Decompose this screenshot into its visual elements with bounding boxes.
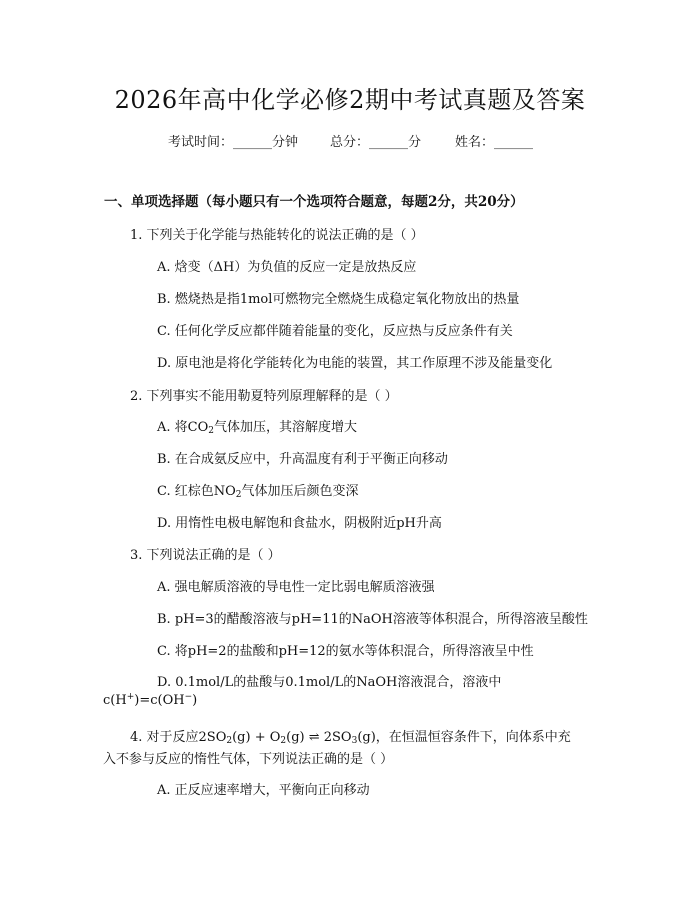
question-4-stem-line1 (130, 726, 571, 745)
option-text: 气体加压后颜色变深 (241, 484, 359, 499)
name-info (455, 131, 533, 150)
question-3-option-c: C. 将pH=2的盐酸和pH=12的氨水等体积混合，所得溶液呈中性 (157, 644, 534, 659)
score-label: 总分： (330, 135, 370, 150)
option-text: 气体加压，其溶解度增大 (214, 420, 358, 435)
option-text: A. 将CO (157, 420, 209, 435)
score-blank: ______ (369, 135, 409, 150)
question-3-option-d-line1: D. 0.1mol/L的盐酸与0.1mol/L的NaOH溶液混合，溶液中 (157, 675, 502, 690)
question-2-option-d: D. 用惰性电极电解饱和食盐水，阴极附近pH升高 (157, 516, 442, 531)
question-4-option-a: A. 正反应速率增大，平衡向正向移动 (157, 783, 370, 798)
superscript: + (126, 692, 135, 702)
question-3-stem: 3. 下列说法正确的是（ ） (130, 548, 281, 563)
question-1-stem: 1. 下列关于化学能与热能转化的说法正确的是（ ） (130, 228, 424, 243)
question-1-option-a: A. 焓变（ΔH）为负值的反应一定是放热反应 (157, 260, 417, 275)
question-2-stem: 2. 下列事实不能用勒夏特列原理解释的是（ ） (130, 389, 398, 404)
question-1-option-d: D. 原电池是将化学能转化为电能的装置，其工作原理不涉及能量变化 (157, 356, 553, 371)
stem-text: (g) ⇌ 2SO (286, 730, 352, 745)
subscript: 2 (235, 490, 242, 500)
question-3-option-d-line2 (103, 693, 197, 708)
question-3-option-b: B. pH=3的醋酸溶液与pH=11的NaOH溶液等体积混合，所得溶液呈酸性 (157, 612, 588, 627)
score-info (330, 131, 421, 150)
section-heading: 一、单项选择题（每小题只有一个选项符合题意，每题2分，共20分） (104, 194, 524, 210)
page-title: 2026年高中化学必修2期中考试真题及答案 (114, 86, 586, 114)
formula-text: ) (192, 693, 198, 708)
name-blank: ______ (494, 135, 534, 150)
time-unit: 分钟 (272, 135, 299, 150)
stem-text: (g)，在恒温恒容条件下，向体系中充 (357, 730, 571, 745)
subscript: 2 (280, 736, 287, 746)
question-2-option-a (157, 416, 357, 435)
option-text: C. 红棕色NO (157, 484, 236, 499)
exam-info-line (168, 131, 298, 150)
time-blank: ______ (233, 135, 273, 150)
question-1-option-c: C. 任何化学反应都伴随着能量的变化，反应热与反应条件有关 (157, 324, 513, 339)
subscript: 2 (208, 426, 214, 436)
stem-text: (g) + O (232, 730, 281, 745)
formula-text: )=c(OH (134, 693, 185, 708)
stem-text: 4. 对于反应2SO (130, 730, 227, 745)
subscript: 2 (226, 736, 233, 746)
question-4-stem-line2: 入不参与反应的惰性气体，下列说法正确的是（ ） (103, 752, 394, 767)
time-label: 考试时间： (168, 135, 234, 150)
name-label: 姓名： (455, 135, 495, 150)
question-1-option-b: B. 燃烧热是指1mol可燃物完全燃烧生成稳定氧化物放出的热量 (157, 292, 520, 307)
question-2-option-b: B. 在合成氨反应中，升高温度有利于平衡正向移动 (157, 452, 448, 467)
question-3-option-a: A. 强电解质溶液的导电性一定比弱电解质溶液强 (157, 580, 435, 595)
superscript: − (184, 692, 193, 702)
score-unit: 分 (408, 135, 422, 150)
subscript: 3 (351, 736, 358, 746)
formula-text: c(H (103, 693, 127, 708)
question-2-option-c (157, 480, 359, 499)
